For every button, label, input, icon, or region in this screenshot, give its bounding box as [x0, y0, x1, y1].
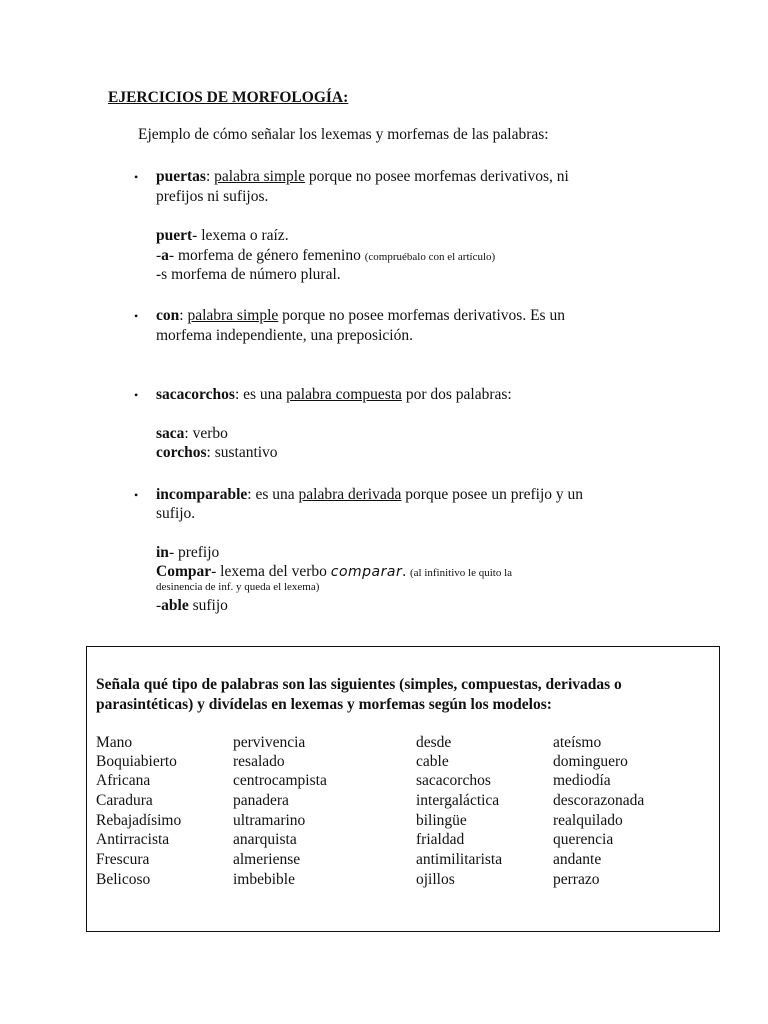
word-type: palabra simple	[214, 168, 305, 185]
exercise-instruction-line1: Señala qué tipo de palabras son las siguientes (simples, compuestas, derivadas o	[96, 676, 622, 693]
exercise-instruction-line2: parasintéticas) y divídelas en lexemas y morfemas según los modelos:	[96, 696, 552, 713]
word-item: descorazonada	[553, 792, 645, 809]
word-item: Belicoso	[96, 871, 151, 888]
sacacorchos-part2: corchos: sustantivo	[156, 444, 278, 461]
bullet-icon: •	[134, 309, 139, 323]
word-item: panadera	[233, 792, 289, 809]
word-type: palabra compuesta	[286, 386, 402, 403]
word-item: desde	[416, 734, 452, 751]
incomparable-suffix: -able sufijo	[156, 597, 228, 614]
incomparable-lexeme: Compar- lexema del verbo comparar. (al infinitivo le quito la	[156, 563, 513, 580]
word-item: pervivencia	[233, 734, 306, 751]
example-word: sacacorchos	[156, 386, 235, 403]
word-item: Boquiabierto	[96, 753, 177, 770]
word-item: cable	[416, 753, 449, 770]
puertas-lexeme: puert- lexema o raíz.	[156, 227, 289, 244]
word-item: frialdad	[416, 831, 465, 848]
bullet-icon: •	[134, 388, 139, 402]
example-incomparable-line2: sufijo.	[156, 505, 196, 522]
word-item: Frescura	[96, 851, 150, 868]
word-item: realquilado	[553, 812, 623, 829]
word-item: bilingüe	[416, 812, 467, 829]
word-item: imbebible	[233, 871, 295, 888]
example-puertas-line1: puertas: palabra simple porque no posee morfemas derivativos, ni	[156, 168, 569, 185]
word-item: anarquista	[233, 831, 297, 848]
word-item: Mano	[96, 734, 133, 751]
page-title: EJERCICIOS DE MORFOLOGÍA:	[108, 89, 349, 106]
intro-text: Ejemplo de cómo señalar los lexemas y morfemas de las palabras:	[138, 126, 549, 143]
example-word: puertas	[156, 168, 206, 185]
word-item: Africana	[96, 772, 151, 789]
word-item: Antirracista	[96, 831, 170, 848]
word-item: sacacorchos	[416, 772, 491, 789]
word-item: mediodía	[553, 772, 611, 789]
word-type: palabra derivada	[298, 486, 402, 503]
sacacorchos-part1: saca: verbo	[156, 425, 228, 442]
word-item: centrocampista	[233, 772, 327, 789]
word-item: Caradura	[96, 792, 153, 809]
word-item: antimilitarista	[416, 851, 503, 868]
word-item: ateísmo	[553, 734, 602, 751]
incomparable-prefix: in- prefijo	[156, 544, 220, 561]
word-item: dominguero	[553, 753, 628, 770]
bullet-icon: •	[134, 488, 139, 502]
bullet-icon: •	[134, 170, 139, 184]
word-item: ojillos	[416, 871, 455, 888]
word-item: querencia	[553, 831, 614, 848]
word-item: perrazo	[553, 871, 600, 888]
example-sacacorchos-line1: sacacorchos: es una palabra compuesta por dos palabras:	[156, 386, 512, 403]
word-item: almeriense	[233, 851, 301, 868]
word-item: ultramarino	[233, 812, 306, 829]
word-item: Rebajadísimo	[96, 812, 182, 829]
example-con-line2: morfema independiente, una preposición.	[156, 327, 413, 344]
example-word: incomparable	[156, 486, 248, 503]
word-item: intergaláctica	[416, 792, 500, 809]
puertas-morpheme-gender: -a- morfema de género femenino (compruébalo con el artículo)	[156, 247, 496, 264]
word-type: palabra simple	[187, 307, 279, 324]
word-item: resalado	[233, 753, 285, 770]
word-item: andante	[553, 851, 602, 868]
example-word: con	[156, 307, 180, 324]
example-incomparable-line1: incomparable: es una palabra derivada porque posee un prefijo y un	[156, 486, 584, 503]
example-puertas-line2: prefijos ni sufijos.	[156, 188, 269, 205]
incomparable-lexeme-note: desinencia de inf. y queda el lexema)	[156, 581, 320, 593]
example-con-line1: con: palabra simple porque no posee morfemas derivativos. Es un	[156, 307, 565, 324]
puertas-morpheme-number: -s morfema de número plural.	[156, 266, 341, 283]
